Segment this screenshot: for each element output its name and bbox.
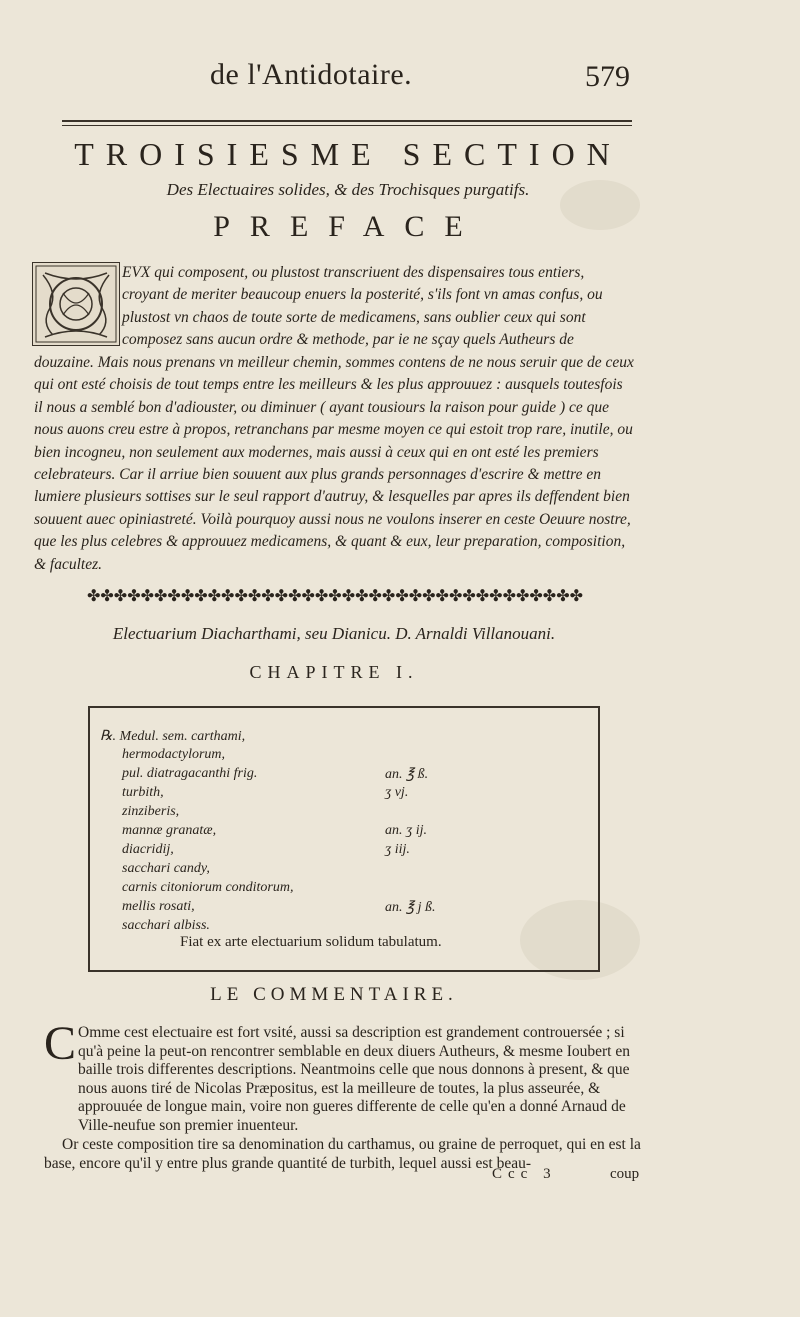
- commentary-drop-cap: C: [44, 1017, 77, 1070]
- recipe-closing: Fiat ex arte electuarium solidum tabulatum.: [180, 934, 442, 950]
- recipe-quantity: an. ℥ j ß.: [385, 900, 436, 915]
- recipe-ingredient: zinziberis,: [122, 804, 180, 819]
- recipe-box-bottom-rule: [88, 970, 598, 972]
- recipe-ingredient: hermodactylorum,: [122, 747, 226, 762]
- recipe-quantity: an. ʒ ij.: [385, 823, 427, 838]
- commentary-heading: LE COMMENTAIRE.: [210, 984, 458, 1005]
- recipe-ingredient: ℞. Medul. sem. carthami,: [100, 729, 246, 744]
- recipe-quantity: ʒ iij.: [385, 842, 410, 857]
- chapter-heading: CHAPITRE I.: [249, 662, 419, 682]
- commentary-paragraph-1: Omme cest electuaire est fort vsité, aussi sa description est grandement controuersée ; si qu'à peine la peut-on rencontrer semblable en deux diuers Autheurs, & mesme Ioubert en baille trois differentes descriptions. Neantmoins celle que nous donnons à present, & que nous auons tiré de Nicolas Præpositus, est la meilleure de toutes, la plus asseurée, & approuuée de longue main, voire non gueres differente de celle qu'en a donné Arnaud de Ville-neufue son premier inuenteur.: [78, 1024, 630, 1134]
- recipe-ingredient: diacridij,: [122, 842, 174, 857]
- preface-paragraph-2: douzaine. Mais nous prenans vn meilleur chemin, sommes contens de ne nous seruir que de ceux qui ont esté choisis de tout temps entre les meilleurs & les plus approuuez : ausquels toutesfois il nous a semblé bon d'adiouster, ou diminuer ( ayant tousiours la raison pour guide ) ce que nous auons creu estre à propos, retranchans par mesme moyen ce qui estoit trop rare, inutile, ou bien incogneu, non seulement aux modernes, mais aussi à ceux qui en ont esté les premiers celebrateurs. Car il arriue bien souuent aux plus grands personnages d'escrire & mettre en lumiere plusieurs sottises sur le seul rapport d'autruy, & lesquelles par apres ils deffendent bien souuent auec opiniastreté. Voilà pourquoy aussi nous ne voulons inserer en ceste Oeuure nostre, que les plus celebres & approuuez medicamens, & quant & eux, leur preparation, composition, & facultez.: [34, 354, 634, 573]
- section-title: TROISIESME SECTION: [74, 136, 622, 172]
- preface-heading: PREFACE: [213, 210, 483, 243]
- decorated-initial-icon: [32, 262, 120, 346]
- running-head-title: de l'Antidotaire.: [210, 58, 413, 91]
- commentary-paragraph-2: Or ceste composition tire sa denomination du carthamus, ou graine de perroquet, qui en est la base, encore qu'il y entre plus grande quantité de turbith, lequel aussi est beau-: [44, 1136, 641, 1172]
- header-rule: [62, 120, 632, 122]
- preface-paragraph-1: EVX qui composent, ou plustost transcriuent des dispensaires tous entiers, croyant de meriter beaucoup enuers la posterité, s'ils font vn amas confus, ou plustost vn chaos de toute sorte de medicamens, sans oublier ceux qui sont composez sans aucun ordre & methode, par ie ne sçay quels Autheurs de: [122, 264, 603, 349]
- recipe-ingredient: turbith,: [122, 785, 164, 800]
- recipe-ingredient: mannæ granatæ,: [122, 823, 217, 838]
- page-number: 579: [585, 60, 630, 93]
- fleuron-band: ✤✤✤✤✤✤✤✤✤✤✤✤✤✤✤✤✤✤✤✤✤✤✤✤✤✤✤✤✤✤✤✤✤✤✤✤✤: [86, 588, 584, 605]
- recipe-quantity: an. ℥ ß.: [385, 767, 429, 782]
- running-head: [0, 58, 800, 102]
- recipe-ingredient: sacchari candy,: [122, 861, 210, 876]
- recipe-ingredient: carnis citoniorum conditorum,: [122, 880, 294, 895]
- electuarium-title: Electuarium Diacharthami, seu Dianicu. D. Arnaldi Villanouani.: [112, 624, 556, 643]
- recipe-quantity: ʒ vj.: [385, 785, 409, 800]
- signature-mark: Ccc 3: [492, 1166, 557, 1182]
- catchword: coup: [610, 1166, 640, 1182]
- header-rule-thin: [62, 125, 632, 126]
- recipe-ingredient: pul. diatragacanthi frig.: [122, 766, 258, 781]
- recipe-ingredient: mellis rosati,: [122, 899, 195, 914]
- recipe-ingredient: sacchari albiss.: [122, 918, 210, 933]
- section-subtitle: Des Electuaires solides, & des Trochisques purgatifs.: [166, 180, 530, 199]
